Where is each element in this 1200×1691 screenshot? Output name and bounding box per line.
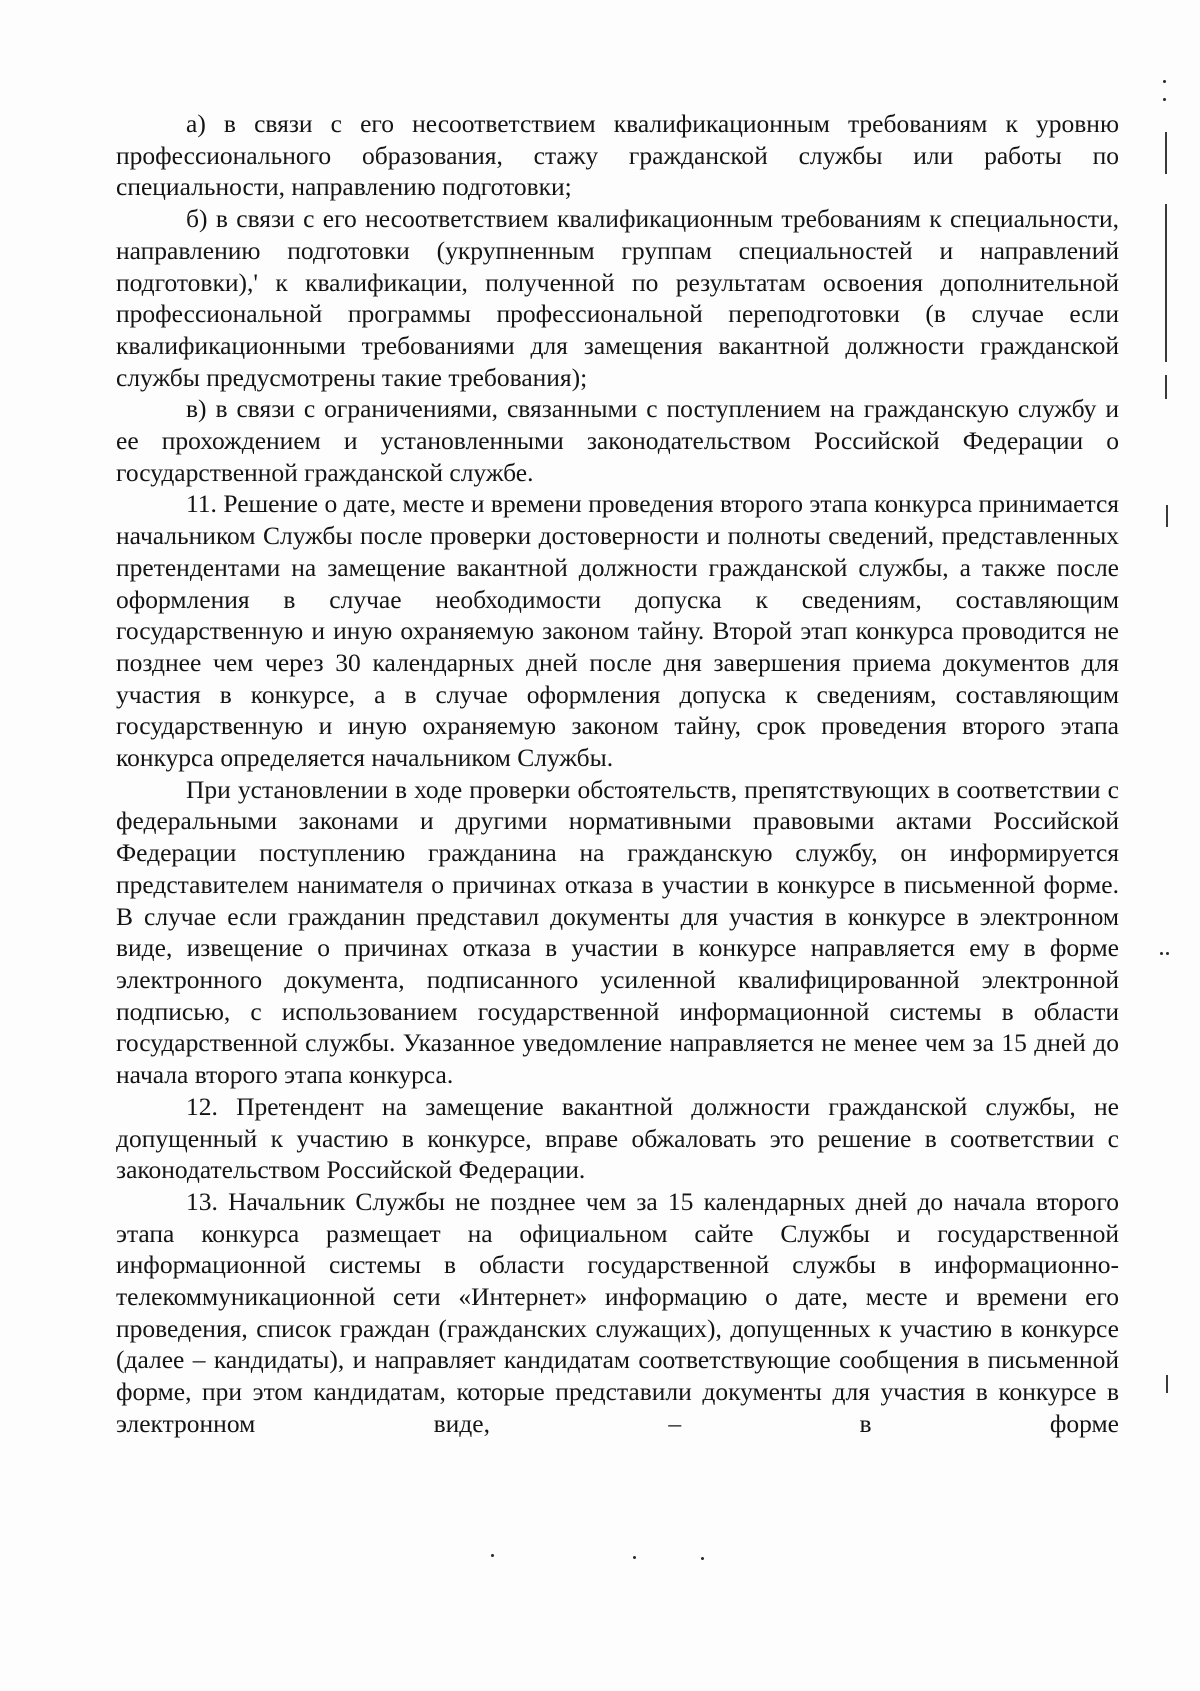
scan-artifact-dot	[1163, 98, 1166, 101]
document-body	[116, 108, 1119, 1440]
scan-artifact-dot	[1166, 952, 1169, 955]
paragraph-11: 11. Решение о дате, месте и времени проведения второго этапа конкурса принимается начальником Службы после проверки достоверности и полноты сведений, представленных претендентами на замещение вакантной должности гражданской службы, а также после оформления в случае необходимости допуска к сведениям, составляющим государственную и иную охраняемую законом тайну. Второй этап конкурса проводится не позднее чем через 30 календарных дней после дня завершения приема документов для участия в конкурсе, а в случае оформления допуска к сведениям, составляющим государственную и иную охраняемую законом тайну, срок проведения второго этапа конкурса определяется начальником Службы.	[116, 489, 1119, 773]
scan-artifact-dot	[1163, 80, 1166, 83]
paragraph-12: 12. Претендент на замещение вакантной должности гражданской службы, не допущенный к участию в конкурсе, вправе обжаловать это решение в соответствии с законодательством Российской Федерации.	[116, 1091, 1119, 1185]
scan-artifact-line	[1165, 132, 1167, 174]
paragraph-v: в) в связи с ограничениями, связанными с поступлением на гражданскую службу и ее прохождением и установленными законодательством Российской Федерации о государственной гражданской службе.	[116, 394, 1119, 487]
scan-artifact-line	[1166, 1375, 1168, 1393]
scan-artifact-dot	[1160, 952, 1163, 955]
paragraph-13: 13. Начальник Службы не позднее чем за 15 календарных дней до начала второго этапа конкурса размещает на официальном сайте Службы и государственной информационной системы в области государственной службы в информационно-телекоммуникационной сети «Интернет» информацию о дате, месте и времени его проведения, список граждан (гражданских служащих), допущенных к участию в конкурсе (далее – кандидаты), и направляет кандидатам соответствующие сообщения в письменной форме, при этом кандидатам, которые представили документы для участия в конкурсе в электронном виде, – в форме	[116, 1186, 1119, 1438]
scan-artifact-line	[1165, 375, 1167, 399]
paragraph-b: б) в связи с его несоответствием квалификационным требованиям к специальности, направлению подготовки (укрупненным группам специальностей и направлений подготовки),' к квалификации, полученной по результатам освоения дополнительной профессиональной программы профессиональной переподготовки (в случае если квалификационными требованиями для замещения вакантной должности гражданской службы предусмотрены такие требования);	[116, 204, 1119, 392]
scan-artifact-line	[1165, 204, 1167, 362]
scan-artifact-line	[1166, 505, 1168, 527]
scan-artifact-dot	[491, 1554, 494, 1557]
paragraph-refusal-notice: При установлении в ходе проверки обстоятельств, препятствующих в соответствии с федеральными законами и другими нормативными правовыми актами Российской Федерации поступлению гражданина на гражданскую службу, он информируется представителем нанимателя о причинах отказа в участии в конкурсе в письменной форме. В случае если гражданин представил документы для участия в конкурсе в электронном виде, извещение о причинах отказа в участии в конкурсе направляется ему в форме электронного документа, подписанного усиленной квалифицированной электронной подписью, с использованием государственной информационной системы в области государственной службы. Указанное уведомление направляется не менее чем за 15 дней до начала второго этапа конкурса.	[116, 774, 1119, 1090]
scan-artifact-dot	[701, 1557, 704, 1560]
scan-artifact-dot	[633, 1556, 636, 1559]
paragraph-a: а) в связи с его несоответствием квалификационным требованиям к уровню профессионального образования, стажу гражданской службы или работы по специальности, направлению подготовки;	[116, 109, 1119, 202]
